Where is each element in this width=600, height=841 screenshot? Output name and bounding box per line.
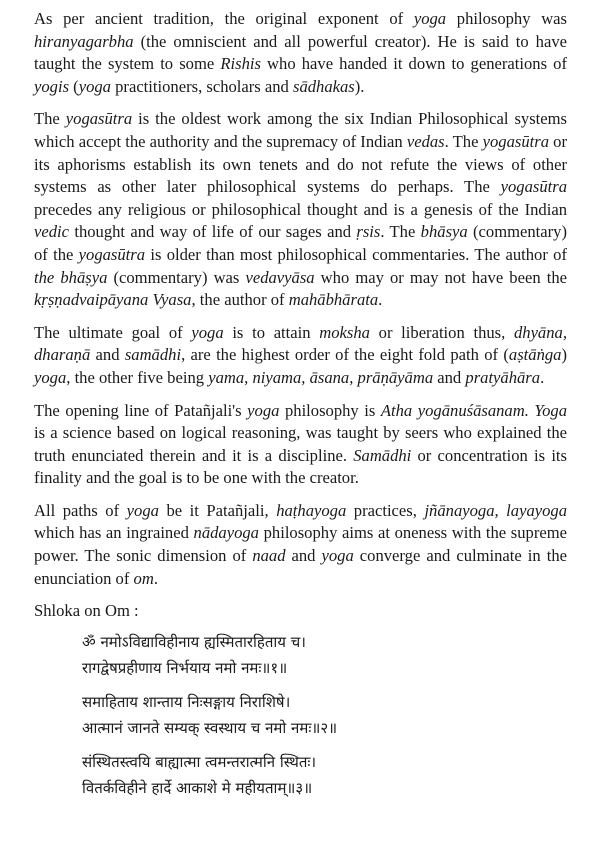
paragraph-all-paths: All paths of yoga be it Patañjali, haṭhayoga practices, jñānayoga, layayoga which has an ingrained nādayoga philosophy aims at oneness with the supreme power. The sonic dimension of naad and yoga converge and culminate in the enunciation of om.: [34, 500, 568, 588]
verse-2-line-2: आत्मानं जानते सम्यक् स्वस्थाय च नमो नमः॥२॥: [82, 718, 338, 737]
verse-1: [82, 629, 567, 681]
verse-2-line-1: समाहिताय शान्ताय निःसङ्गाय निराशिषे।: [82, 692, 291, 711]
document-page: [34, 8, 567, 809]
verse-2: [82, 689, 567, 741]
verse-3-line-2: वितर्कविहीने हार्दे आकाशे मे महीयताम्॥३॥: [82, 778, 313, 797]
shloka-heading: Shloka on Om :: [34, 601, 139, 621]
paragraph-yogasutra: The yogasūtra is the oldest work among the six Indian Philosophical systems which accept the authority and the supremacy of Indian vedas. The yogasūtra or its aphorisms establish its own tenets and do not refute the views of other systems as other later philosophical systems do perhaps. The yogasūtra precedes any religious or philosophical thought and is a genesis of the Indian vedic thought and way of life of our sages and ṛsis. The bhāsya (commentary) of the yogasūtra is older than most philosophical commentaries. The author of the bhāṣya (commentary) was vedavyāsa who may or may not have been the kṛṣṇadvaipāyana Vyasa, the author of mahābhārata.: [34, 109, 568, 310]
verse-1-line-2: रागद्वेषप्रहीणाय निर्भयाय नमो नमः॥१॥: [82, 658, 288, 677]
verse-3-line-1: संस्थितस्त्वयि बाह्यात्मा त्वमन्तरात्मनि स्थितः।: [82, 752, 317, 771]
paragraph-origin: As per ancient tradition, the original exponent of yoga philosophy was hiranyagarbha (the omniscient and all powerful creator). He is said to have taught the system to some Rishis who have handed it down to generations of yogis (yoga practitioners, scholars and sādhakas).: [34, 9, 567, 96]
verse-3: [82, 749, 567, 801]
paragraph-opening-line: The opening line of Patañjali's yoga philosophy is Atha yogānuśāsanam. Yoga is a science based on logical reasoning, was taught by seers who explained the truth enunciated therein and it is a discipline. Samādhi or concentration is its finality and the goal is to be one with the creator.: [34, 400, 567, 488]
verse-1-line-1: ॐ नमोऽविद्याविहीनाय ह्यस्मितारहिताय च।: [82, 632, 306, 651]
paragraph-ultimate-goal: The ultimate goal of yoga is to attain moksha or liberation thus, dhyāna, dharaṇā and samādhi, are the highest order of the eight fold path of (aṣtāṅga) yoga, the other five being yama, niyama, āsana, prāṇāyāma and pratyāhāra.: [34, 322, 567, 387]
